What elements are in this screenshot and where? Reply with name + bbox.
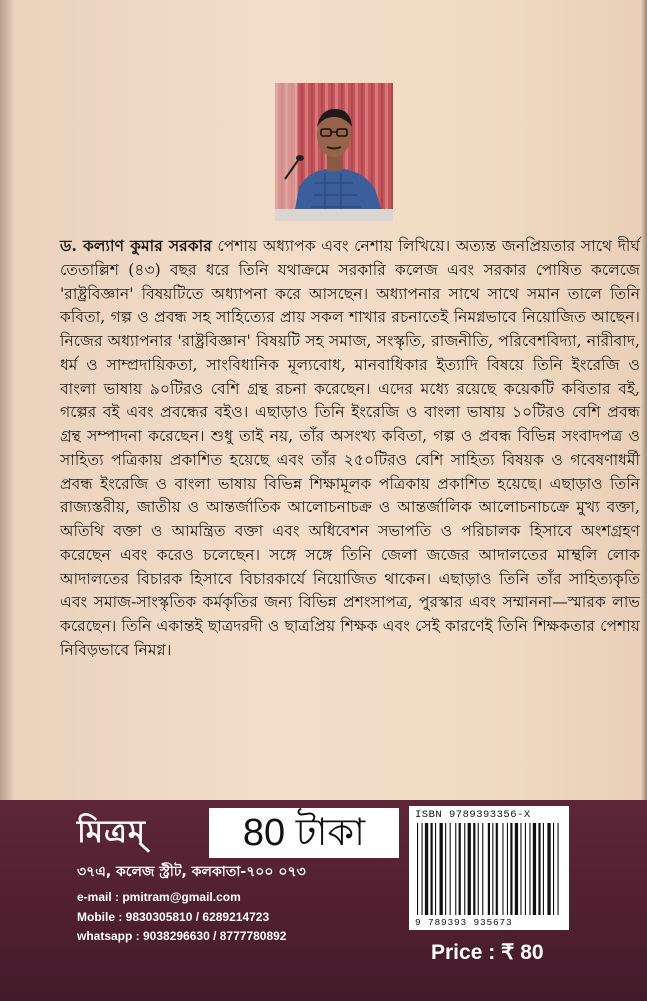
price-sticker: 80 টাকা (209, 808, 399, 858)
barcode-number: 9 789393 935673 (415, 917, 513, 928)
publisher-address: ৩৭এ, কলেজ স্ট্রীট, কলকাতা-৭০০ ০৭৩ (77, 864, 306, 880)
publisher-logo: মিত্রম্ (77, 814, 147, 850)
publisher-contact (77, 888, 286, 947)
author-photo (275, 83, 393, 221)
bio-text: পেশায় অধ্যাপক এবং নেশায় লিখিয়ে। অত্যন্ত জনপ্রিয়তার সাথে দীর্ঘ তেতাল্লিশ (৪৩) বছর ধরে তিনি যথাক্রমে সরকারি কলেজ এবং সরকার পোষিত কলেজে 'রাষ্ট্রবিজ্ঞান' বিষয়টিতে অধ্যাপনা করে আসছেন। অধ্যাপনার সাথে সাথে সমান তালে তিনি কবিতা, গল্প ও প্রবন্ধ সহ সাহিত্যের প্রায় সকল শাখার রচনাতেই নিমগ্নভাবে নিয়োজিত আছেন। নিজের অধ্যাপনার 'রাষ্ট্রবিজ্ঞান' বিষয়টি সহ সমাজ, সংস্কৃতি, রাজনীতি, পরিবেশবিদ্যা, নারীবাদ, ধর্ম ও সাম্প্রদায়িকতা, সাংবিধানিক মূল্যবোধ, মানবাধিকার ইত্যাদি বিষয়ে তিনি ইংরেজি ও বাংলা ভাষায় ৯০টিরও বেশি গ্রন্থ রচনা করেছেন। এদের মধ্যে রয়েছে কয়েকটি কবিতার বই, গল্পের বই এবং প্রবন্ধের বইও। এছাড়াও তিনি ইংরেজি ও বাংলা ভাষায় ১০টিরও বেশি প্রবন্ধ গ্রন্থ সম্পাদনা করেছেন। শুধু তাই নয়, তাঁর অসংখ্য কবিতা, গল্প ও প্রবন্ধ বিভিন্ন সংবাদপত্র ও সাহিত্য পত্রিকায় প্রকাশিত হয়েছে এবং তাঁর ২৫০টিরও বেশি সাহিত্য বিষয়ক ও গবেষণাধর্মী প্রবন্ধ ইংরেজি ও বাংলা ভাষায় বিভিন্ন শিক্ষামূলক পত্রিকায় প্রকাশিত হয়েছে। এছাড়াও তিনি রাজ্যস্তরীয়, জাতীয় ও আন্তর্জাতিক আলোচনাচক্র ও আন্তর্জালিক আলোচনাচক্রে মুখ্য বক্তা, অতিথি বক্তা ও আমন্ত্রিত বক্তা এবং অধিবেশন সভাপতি ও পরিচালক হিসাবে অংশগ্রহণ করেছেন এবং করেও চলেছেন। সঙ্গে সঙ্গে তিনি জেলা জজের আদালতের মাম্থলি লোক আদালতের বিচারক হিসাবে বিচারকার্যে নিয়োজিত থাকেন। এছাড়াও তিনি তাঁর সাহিত্যকৃতি এবং সমাজ-সাংস্কৃতিক কর্মকৃতির জন্য বিভিন্ন প্রশংসাপত্র, পুরস্কার এবং সম্মাননা—স্মারক লাভ করেছেন। তিনি একান্তই ছাত্রদরদী ও ছাত্রপ্রিয় শিক্ষক এবং সেই কারণেই তিনি শিক্ষকতার পেশায় নিবিড়ভাবে নিমগ্ন। (60, 237, 640, 659)
isbn-barcode (409, 806, 569, 930)
author-portrait-illustration (275, 83, 393, 221)
publisher-mobile: Mobile : 9830305810 / 6289214723 (77, 909, 270, 924)
price-label: Price : ₹ 80 (431, 941, 544, 964)
publisher-email: e-mail : pmitram@gmail.com (77, 890, 241, 904)
barcode-bars-icon (415, 823, 563, 915)
publisher-whatsapp: whatsapp : 9038296630 / 8777780892 (77, 929, 287, 943)
author-bio (60, 234, 640, 663)
author-name: ড. কল্যাণ কুমার সরকার (60, 236, 212, 255)
isbn-label: ISBN 9789393356-X (415, 809, 531, 821)
